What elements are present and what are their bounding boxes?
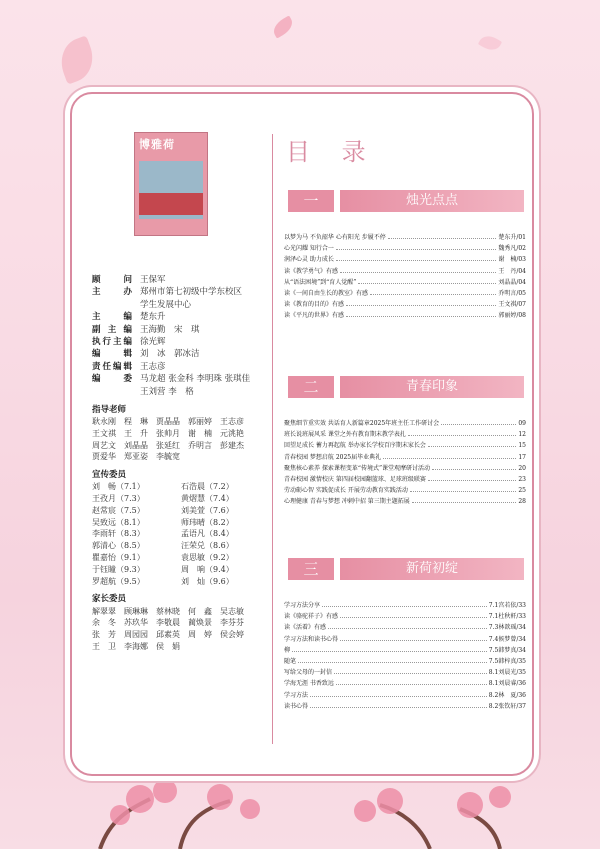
toc-entry[interactable]: 以梦为马 不负韶华 心有阳光 步履不停 楚东升/01	[284, 234, 526, 241]
teachers-heading: 指导老师	[92, 405, 127, 416]
toc-entry[interactable]: 从“语法困境”到“育人觉醒” 刘晶晶/04	[284, 278, 526, 286]
section-title: 新荷初绽	[340, 558, 524, 580]
toc-entry[interactable]: 学习方法分享 7.1宫若依/33	[284, 602, 526, 609]
toc-list	[284, 232, 526, 322]
petal-decoration	[270, 15, 296, 38]
toc-entry[interactable]: 润泽心灵 助力成长 谢 楠/03	[284, 256, 526, 264]
masthead-row: 主 编 楚东升	[92, 312, 166, 323]
toc-entry[interactable]: 读《活着》有感 7.3林歆瑶/34	[284, 624, 526, 632]
toc-list	[284, 600, 526, 712]
committee-list: 刘 畅（7.1） 石浩晨（7.2） 王孜月（7.3） 黄熠慧（7.4） 赵常宸（7.5） 刘美萱（7.6） 吴致远（8.1） 师玮晴（8.2） 李雨轩（8.3） 孟语凡（8.4） 郭清心（8.5） 汪荣兑（8.6） 瞿嘉怡（9.1） 袁思敏（9.2） 于钰瞳（9.3） 周 响（9.4） 罗超航（9.5） 刘 灿（9.6）	[92, 482, 234, 586]
section-header	[288, 190, 524, 212]
toc-entry[interactable]: 心理健康 青春与梦想 冲刺中招 第三期主题拓展 28	[284, 498, 526, 506]
magazine-cover-image	[134, 132, 208, 236]
committee-heading: 宣传委员	[92, 469, 127, 480]
masthead-row: 执行主编 徐光辉	[92, 337, 166, 348]
masthead-row: 主 办 郑州市第七初级中学东校区	[92, 287, 243, 298]
toc-entry[interactable]: 读书心得 8.2张钦轩/37	[284, 702, 526, 710]
masthead-row: 责任编辑 王志彦	[92, 361, 166, 372]
petal-decoration	[478, 32, 502, 54]
toc-entry[interactable]: 柳 7.5韩梦真/34	[284, 646, 526, 654]
toc-entry[interactable]: 聚焦细节重实效 共话育人新篇章2025年班主任工作研讨会 09	[284, 420, 526, 427]
parents-list: 解翠翠 顾琳琳 蔡林晓 何 鑫 吴志敏 余 冬 苏玖华 李敬晨 蔺焕景 李芬芬 张 芳 周园园 邱素英 周 婷 侯会婷 王 卫 李海娜 侯 娟	[92, 606, 244, 651]
toc-entry[interactable]: 随笔 7.5韩梓真/35	[284, 658, 526, 666]
section-title: 烛光点点	[340, 190, 524, 212]
cover-photo-people	[139, 193, 203, 215]
masthead-row: 王刘营 李 格	[140, 386, 194, 397]
masthead-row: 学生发展中心	[140, 299, 192, 310]
toc-entry[interactable]: 学习方法 8.2林 夏/36	[284, 691, 526, 699]
divider-line	[272, 134, 273, 744]
toc-entry[interactable]: 读《一间自由生长的教室》有感 乔明言/05	[284, 290, 526, 298]
toc-entry[interactable]: 回望足成长 蓄力再起航 举办家长学校百序期末家长会 15	[284, 442, 526, 450]
toc-entry[interactable]: 读《教育的目的》有感 王文祺/07	[284, 301, 526, 309]
toc-entry[interactable]: 青春校园 梦想启航 2025届毕业典礼 17	[284, 453, 526, 461]
content-card	[70, 92, 534, 776]
toc-entry[interactable]: 读《教学勇气》有感 王 丹/04	[284, 267, 526, 275]
toc-entry[interactable]: 聚焦核心素养 探索课程变革“传境式”课堂观摩研讨活动 20	[284, 464, 526, 472]
toc-entry[interactable]: 青春校园 激情校庆 第四届校园翻篮球、足球班级联赛 23	[284, 476, 526, 484]
masthead-row: 编 委 马龙超 张金科 李明珠 张琪佳	[92, 374, 251, 385]
toc-list	[284, 418, 526, 508]
toc-entry[interactable]: 心光闪耀 知行合一 魏秀凡/02	[284, 245, 526, 253]
toc-entry[interactable]: 读《平凡的世界》有感 郭丽婷/08	[284, 312, 526, 320]
masthead	[92, 274, 272, 652]
masthead-row: 副主编 王海勤 宋 琪	[92, 324, 200, 335]
parents-heading: 家长委员	[92, 594, 127, 605]
toc-entry[interactable]: 学习方法和读书心得 7.4候梦曾/34	[284, 635, 526, 643]
masthead-row: 编 辑 刘 冰 郭冰洁	[92, 349, 200, 360]
section-header	[288, 558, 524, 580]
section-title: 青春印象	[340, 376, 524, 398]
teachers-list: 耿永刚 程 琳 贾晶晶 郭丽婷 王志彦 王文祺 王 升 张帅月 谢 楠 元洮艳 周艺文 刘晶晶 张延红 乔明言 彭建杰 贾爱华 郑亚姿 李毓宽	[92, 417, 244, 462]
petal-decoration	[54, 35, 100, 84]
masthead-row: 顾 问 王保军	[92, 275, 166, 285]
toc-entry[interactable]: 学海无涯 书香致远 8.1刘晨睿/36	[284, 680, 526, 688]
toc-entry[interactable]: 写给父母的一封信 8.1刘晨光/35	[284, 669, 526, 677]
toc-entry[interactable]: 班长说班展风采 课堂之外有教育期末教学表扎 12	[284, 431, 526, 439]
toc-entry[interactable]: 劳动砺心智 实践促成长 开展劳动教育实践活动 25	[284, 487, 526, 495]
section-header	[288, 376, 524, 398]
toc-entry[interactable]: 读《骆驼祥子》有感 7.1杜秋軒/33	[284, 613, 526, 621]
section-number: 一	[288, 190, 334, 212]
section-number: 三	[288, 558, 334, 580]
section-number: 二	[288, 376, 334, 398]
toc-title: 目 录	[286, 138, 378, 166]
cover-title: 博雅荷	[139, 138, 175, 151]
